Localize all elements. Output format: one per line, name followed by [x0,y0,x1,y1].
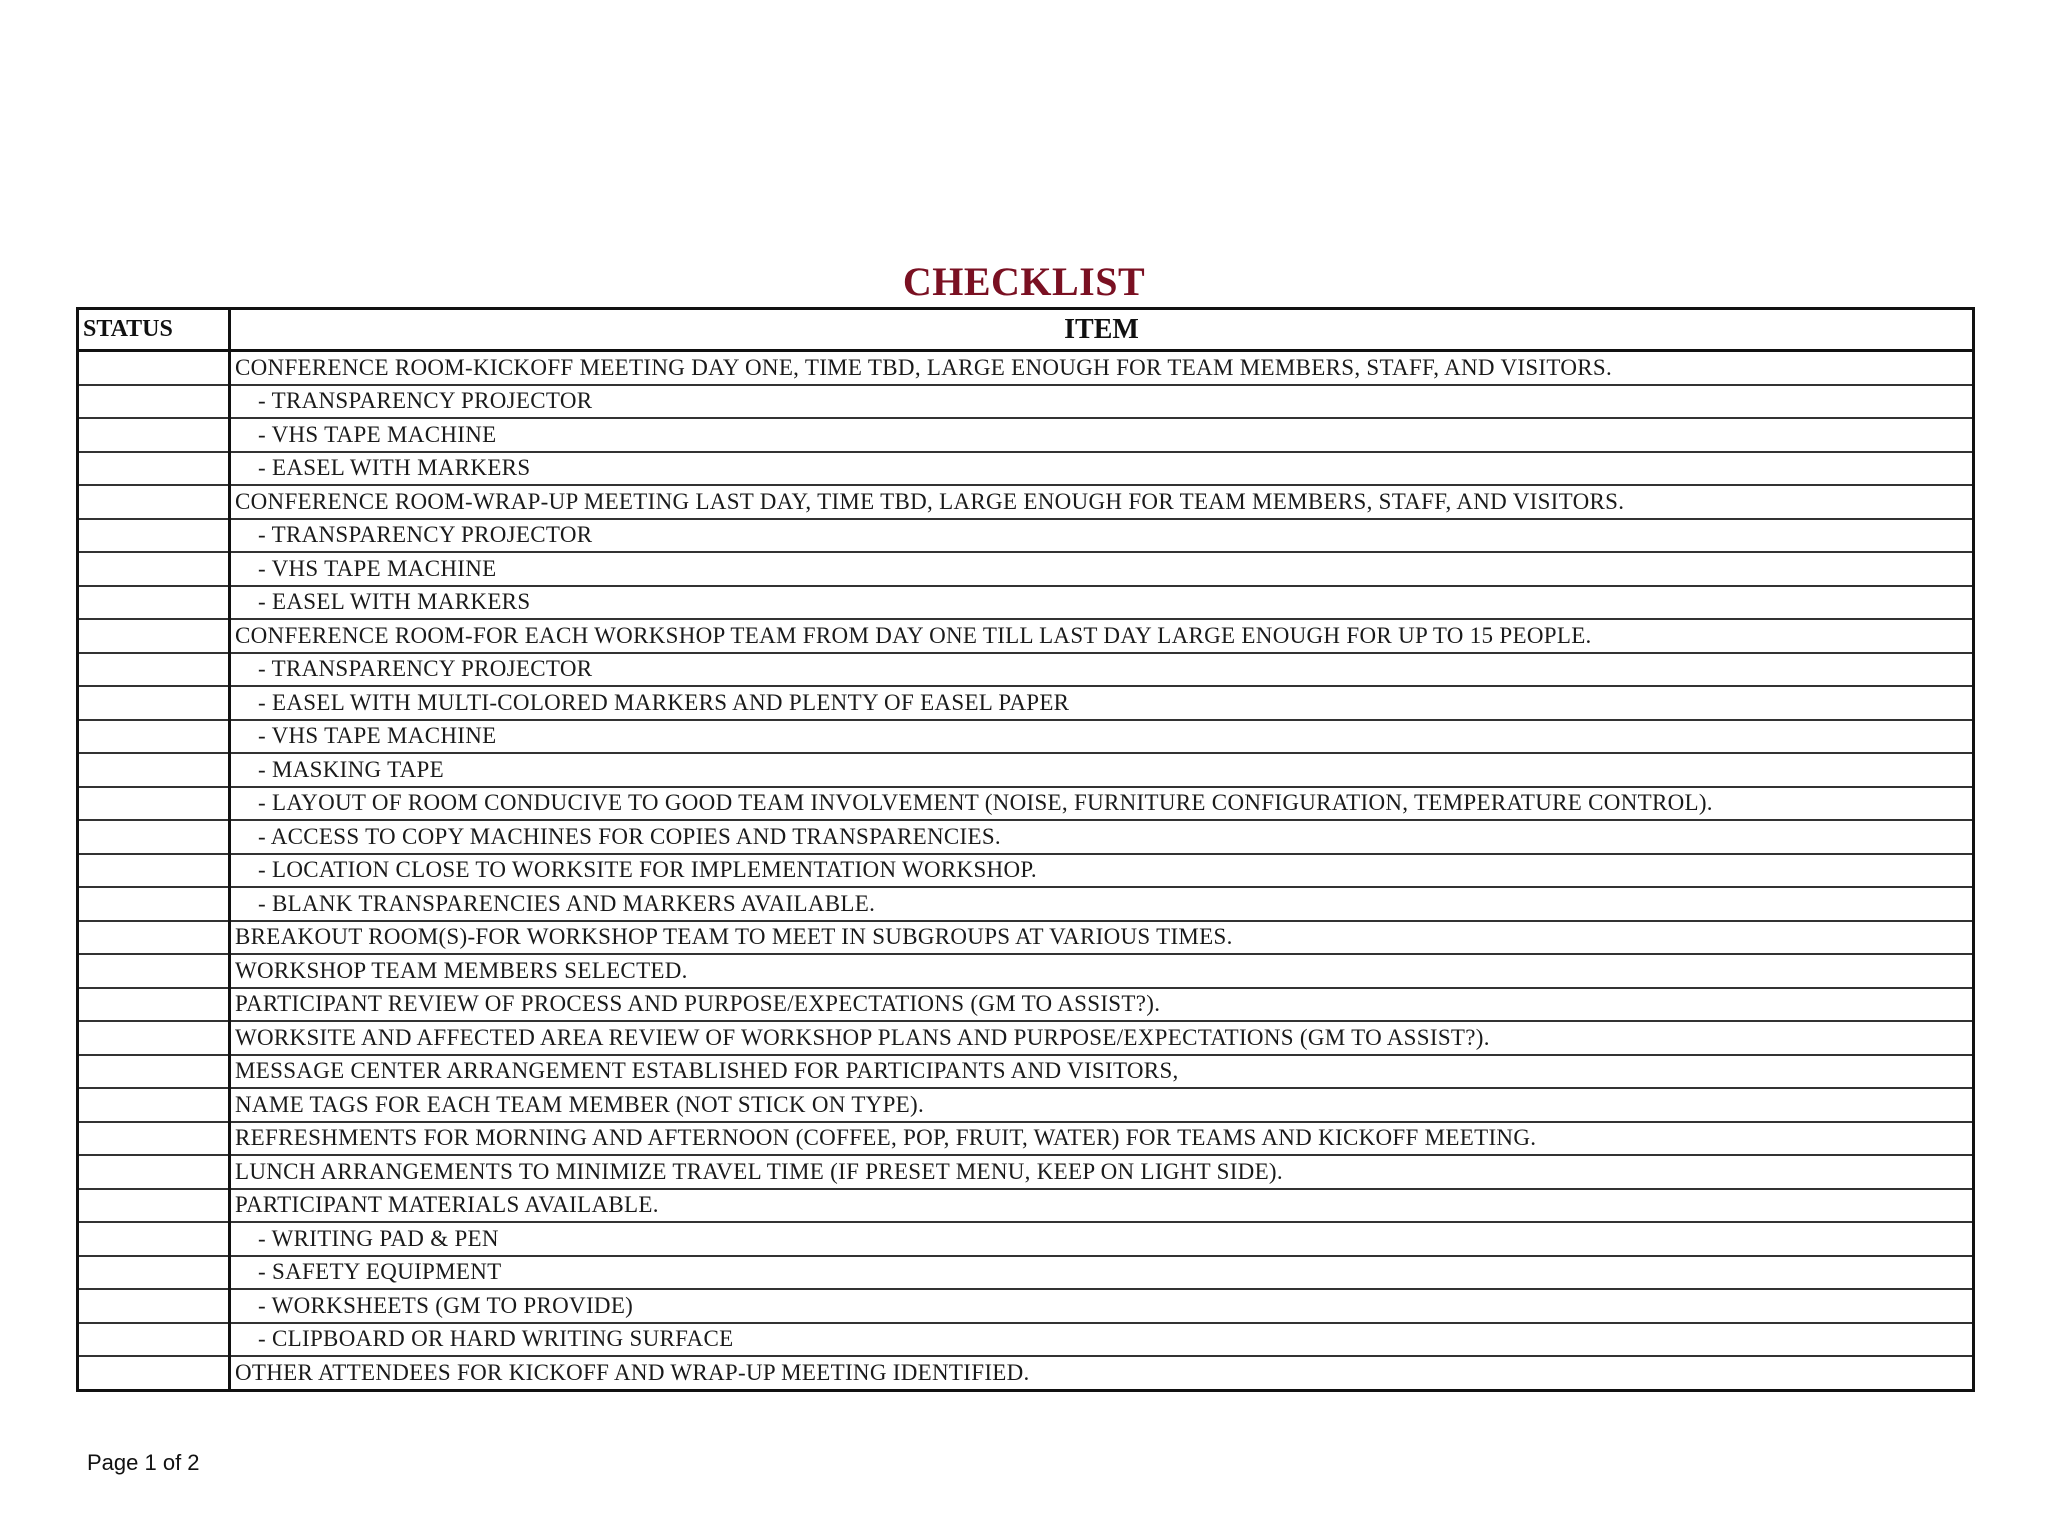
table-row [78,351,1974,385]
item-cell-subitem: - SAFETY EQUIPMENT [230,1256,1974,1290]
status-cell[interactable] [78,586,230,620]
status-cell[interactable] [78,1289,230,1323]
status-cell[interactable] [78,1323,230,1357]
table-row [78,1256,1974,1290]
item-cell-subitem: - EASEL WITH MARKERS [230,452,1974,486]
status-cell[interactable] [78,485,230,519]
item-cell-subitem: - WRITING PAD & PEN [230,1222,1974,1256]
item-cell-subitem: - EASEL WITH MULTI-COLORED MARKERS AND PLENTY OF EASEL PAPER [230,686,1974,720]
status-column-header: STATUS [78,309,230,351]
table-row [78,1021,1974,1055]
item-cell-subitem: - ACCESS TO COPY MACHINES FOR COPIES AND TRANSPARENCIES. [230,820,1974,854]
table-row [78,452,1974,486]
table-row [78,385,1974,419]
table-row [78,1122,1974,1156]
item-cell: CONFERENCE ROOM-FOR EACH WORKSHOP TEAM FROM DAY ONE TILL LAST DAY LARGE ENOUGH FOR UP TO 15 PEOPLE. [230,619,1974,653]
table-row [78,1222,1974,1256]
item-cell-subitem: - WORKSHEETS (GM TO PROVIDE) [230,1289,1974,1323]
item-cell: REFRESHMENTS FOR MORNING AND AFTERNOON (COFFEE, POP, FRUIT, WATER) FOR TEAMS AND KICKOFF MEETING. [230,1122,1974,1156]
status-cell[interactable] [78,753,230,787]
status-cell[interactable] [78,988,230,1022]
status-cell[interactable] [78,1122,230,1156]
item-cell: WORKSHOP TEAM MEMBERS SELECTED. [230,954,1974,988]
header-row [78,309,1974,351]
item-cell-subitem: - LOCATION CLOSE TO WORKSITE FOR IMPLEMENTATION WORKSHOP. [230,854,1974,888]
item-column-header: ITEM [230,309,1974,351]
status-cell[interactable] [78,418,230,452]
status-cell[interactable] [78,686,230,720]
table-row [78,820,1974,854]
item-cell-subitem: - TRANSPARENCY PROJECTOR [230,385,1974,419]
item-cell: LUNCH ARRANGEMENTS TO MINIMIZE TRAVEL TIME (IF PRESET MENU, KEEP ON LIGHT SIDE). [230,1155,1974,1189]
status-cell[interactable] [78,1088,230,1122]
table-row [78,1055,1974,1089]
item-cell: CONFERENCE ROOM-KICKOFF MEETING DAY ONE, TIME TBD, LARGE ENOUGH FOR TEAM MEMBERS, STAFF, AND VISITORS. [235,354,1613,380]
checklist-body [78,351,1974,1391]
item-cell-subitem: - EASEL WITH MARKERS [230,586,1974,620]
item-cell: WORKSITE AND AFFECTED AREA REVIEW OF WORKSHOP PLANS AND PURPOSE/EXPECTATIONS (GM TO ASSIST?). [230,1021,1974,1055]
item-cell: PARTICIPANT REVIEW OF PROCESS AND PURPOSE/EXPECTATIONS (GM TO ASSIST?). [230,988,1974,1022]
item-cell: MESSAGE CENTER ARRANGEMENT ESTABLISHED FOR PARTICIPANTS AND VISITORS, [230,1055,1974,1089]
item-cell-subitem: - BLANK TRANSPARENCIES AND MARKERS AVAILABLE. [230,887,1974,921]
item-cell-subitem: - VHS TAPE MACHINE [230,552,1974,586]
status-cell[interactable] [78,1189,230,1223]
item-cell-subitem: - TRANSPARENCY PROJECTOR [230,519,1974,553]
page-number: Page 1 of 2 [87,1450,200,1475]
status-cell[interactable] [78,552,230,586]
table-row [78,1088,1974,1122]
status-cell[interactable] [78,854,230,888]
table-row [78,1155,1974,1189]
status-cell[interactable] [78,519,230,553]
status-cell[interactable] [78,921,230,955]
table-row [78,1289,1974,1323]
page-title: CHECKLIST [902,259,1146,304]
item-cell: BREAKOUT ROOM(S)-FOR WORKSHOP TEAM TO MEET IN SUBGROUPS AT VARIOUS TIMES. [230,921,1974,955]
status-cell[interactable] [78,1222,230,1256]
status-cell[interactable] [78,619,230,653]
status-cell[interactable] [78,452,230,486]
table-row [78,753,1974,787]
table-row [78,519,1974,553]
status-cell[interactable] [78,1021,230,1055]
table-row [78,1189,1974,1223]
item-cell-subitem: - TRANSPARENCY PROJECTOR [230,653,1974,687]
status-cell[interactable] [78,351,230,385]
status-cell[interactable] [78,1356,230,1390]
checklist-table [76,307,1975,1392]
item-cell-subitem: - VHS TAPE MACHINE [230,418,1974,452]
item-cell: NAME TAGS FOR EACH TEAM MEMBER (NOT STICK ON TYPE). [230,1088,1974,1122]
table-row [78,887,1974,921]
status-cell[interactable] [78,820,230,854]
item-cell: CONFERENCE ROOM-WRAP-UP MEETING LAST DAY, TIME TBD, LARGE ENOUGH FOR TEAM MEMBERS, STAFF, AND VISITORS. [230,485,1974,519]
table-row [78,552,1974,586]
table-row [78,854,1974,888]
table-row [78,653,1974,687]
item-cell-subitem: - VHS TAPE MACHINE [230,720,1974,754]
status-cell[interactable] [78,653,230,687]
table-row [78,921,1974,955]
table-row [78,1323,1974,1357]
table-row [78,1356,1974,1390]
table-row [78,418,1974,452]
table-row [78,787,1974,821]
table-row [78,988,1974,1022]
item-cell-subitem: - MASKING TAPE [230,753,1974,787]
item-cell-subitem: - LAYOUT OF ROOM CONDUCIVE TO GOOD TEAM INVOLVEMENT (NOISE, FURNITURE CONFIGURATION, TEMPERATURE CONTROL). [230,787,1974,821]
status-cell[interactable] [78,954,230,988]
status-cell[interactable] [78,720,230,754]
table-row [78,720,1974,754]
table-row [78,586,1974,620]
status-cell[interactable] [78,385,230,419]
status-cell[interactable] [78,887,230,921]
table-row [78,619,1974,653]
table-row [78,954,1974,988]
table-row [78,686,1974,720]
status-cell[interactable] [78,1055,230,1089]
status-cell[interactable] [78,1155,230,1189]
status-cell[interactable] [78,1256,230,1290]
item-cell: PARTICIPANT MATERIALS AVAILABLE. [230,1189,1974,1223]
table-row [78,485,1974,519]
status-cell[interactable] [78,787,230,821]
item-cell: OTHER ATTENDEES FOR KICKOFF AND WRAP-UP MEETING IDENTIFIED. [230,1356,1974,1390]
item-cell-subitem: - CLIPBOARD OR HARD WRITING SURFACE [230,1323,1974,1357]
